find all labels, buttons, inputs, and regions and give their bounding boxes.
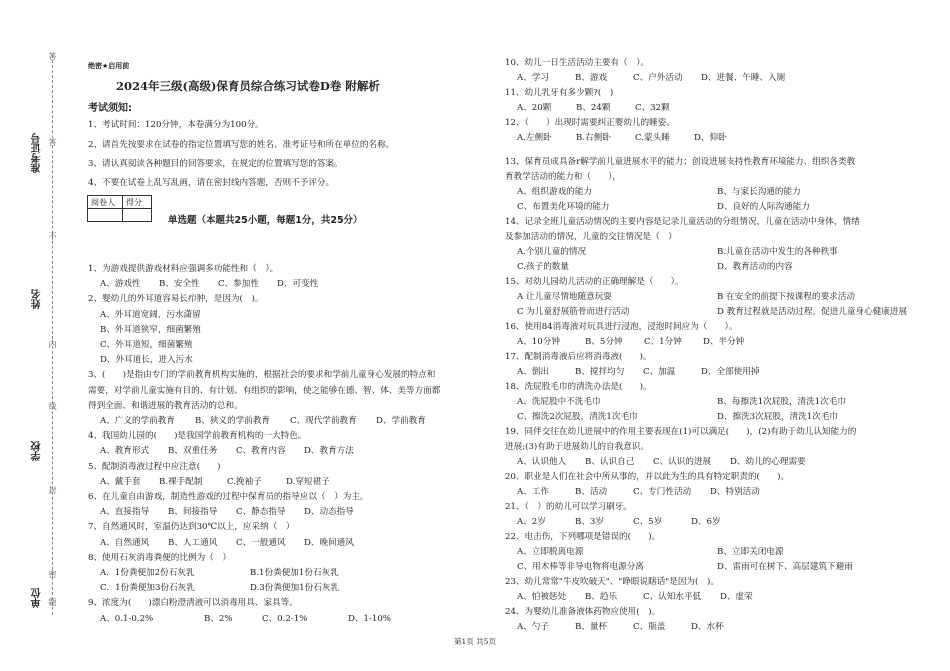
question-text: 21、（ ）的幼儿可以学习刷牙。: [505, 502, 632, 512]
answer-option[interactable]: B、24颗: [576, 103, 611, 113]
options-row: [505, 101, 925, 116]
question-text: 12、（ ）出现时需要纠正婴幼儿的睡姿。: [505, 118, 675, 128]
question-text: 22、电击伤，下列哪项是错误的( )。: [505, 532, 661, 542]
answer-option[interactable]: B、游戏: [575, 73, 608, 83]
binding-mark-xian: 线: [48, 402, 57, 410]
options-row: [88, 475, 480, 490]
right-question-column: [505, 56, 925, 635]
options-row: [88, 277, 480, 292]
question-item: [88, 596, 480, 626]
question-text: 6、在儿童自由游戏，制造性游戏的过程中保育员的指导应以（ ）为主。: [88, 492, 369, 503]
question-text: 16、使用84消毒液对玩具进行浸泡，浸泡时间应为（ ）。: [505, 322, 738, 332]
answer-option[interactable]: B、立即关闭电源: [717, 547, 784, 557]
question-item: [88, 262, 480, 292]
answer-option[interactable]: B.右侧卧: [576, 133, 611, 143]
answer-option[interactable]: D、教育活动的内容: [717, 262, 793, 272]
options-row: [88, 444, 480, 459]
score-table-score: 得分: [123, 196, 152, 209]
question-text: 18、洗屁股毛巾的清洗办法是( )。: [505, 382, 652, 392]
answer-option[interactable]: C、认知水平低: [643, 592, 702, 602]
options-row: [505, 485, 925, 500]
answer-option[interactable]: D、教育方法: [304, 446, 354, 457]
options-row: [88, 353, 480, 368]
answer-option[interactable]: B、安全性: [159, 279, 200, 290]
question-item: [505, 350, 925, 380]
answer-option[interactable]: D、动态指导: [304, 507, 354, 518]
answer-option[interactable]: D.3份粪便加1份石灰乳: [250, 583, 340, 594]
answer-option[interactable]: B、2%: [204, 613, 233, 624]
answer-option[interactable]: D、半分钟: [703, 337, 745, 347]
question-text: 7、自然通风时，室温仍达到30℃以上，应采纳（ ）: [88, 522, 295, 533]
answer-option[interactable]: C 为儿童舒展筋骨而进行活动: [517, 307, 630, 317]
question-item: [505, 575, 925, 605]
options-row: [505, 620, 925, 635]
section-title: 单选题（本题共25小题，每题1分，共25分）: [168, 215, 363, 226]
question-text: 8、使用石灰消毒粪便的比例为（ ）: [88, 552, 231, 563]
answer-option[interactable]: B、人工通风: [168, 537, 218, 548]
answer-option[interactable]: A、外耳道宽阔，污水潇留: [100, 309, 201, 320]
answer-option[interactable]: D、晚间通风: [304, 537, 354, 548]
answer-option[interactable]: D 教育过程就是活动过程，促进儿童身心健康进展: [717, 307, 908, 317]
zhunkao-label: 准考证号: [32, 133, 43, 173]
options-row: [505, 245, 925, 260]
answer-option[interactable]: B.儿童在活动中发生的各种秩事: [717, 247, 838, 257]
score-table-grader: 阅卷人: [88, 196, 123, 209]
options-row: [88, 612, 480, 627]
question-item: [88, 429, 480, 459]
answer-option[interactable]: C、现代学前教育: [290, 416, 357, 427]
binding-mark-bu: 不: [48, 232, 57, 240]
options-row: [505, 545, 925, 560]
question-item: [505, 215, 925, 275]
answer-option[interactable]: D、水杯: [691, 622, 724, 632]
options-row: [88, 414, 480, 429]
instruction-item: 2、请首先按要求在试卷的指定位置填写您的姓名、准考证号和所在单位的名称。: [88, 140, 395, 150]
answer-option[interactable]: B、双重任务: [168, 446, 218, 457]
answer-option[interactable]: C、0.2-1%: [262, 613, 308, 624]
answer-option[interactable]: C.孩子的数量: [517, 262, 569, 272]
answer-option[interactable]: C、静态指导: [236, 507, 286, 518]
answer-option[interactable]: A.个别儿童的情况: [517, 247, 587, 257]
question-text: 得到全面、和谐进展的教育活动的总和。: [88, 400, 243, 411]
question-item: [505, 425, 925, 470]
question-text: 23、幼儿常常"牛皮吹破天"、"睁眼说瞎话"是因为( )。: [505, 577, 719, 587]
binding-mark-feng: 封: [48, 486, 57, 494]
answer-option[interactable]: C、户外活动: [633, 73, 683, 83]
answer-option[interactable]: D、全部使用掉: [701, 367, 760, 377]
question-text: 11、幼儿乳牙有多少颗?( ): [505, 88, 614, 98]
answer-option[interactable]: A、广义的学前教育: [100, 416, 175, 427]
question-item: [88, 460, 480, 490]
answer-option[interactable]: A、洗屁股中不洗毛巾: [517, 397, 601, 407]
instruction-item: 3、请认真阅读各种题目的回答要求，在规定的位置填写您的答案。: [88, 159, 343, 169]
options-row: [505, 395, 925, 410]
answer-option[interactable]: B、趋乐: [585, 592, 618, 602]
answer-option[interactable]: D、擦洗3次屁股，清洗1次毛巾: [717, 412, 838, 422]
answer-option[interactable]: D、可变性: [277, 279, 319, 290]
answer-option[interactable]: A、组织游戏的能力: [517, 187, 592, 197]
binding-mark-nei: 内: [48, 340, 57, 348]
danwei-label: 单位: [32, 588, 43, 608]
answer-option[interactable]: D、幼儿的心理需要: [730, 457, 806, 467]
question-item: [505, 155, 925, 215]
question-item: [88, 292, 480, 368]
binding-mark-da2: 答: [48, 138, 57, 146]
question-text: 9、浓度为( )漂白粉澄清液可以消毒用具、家具等。: [88, 598, 298, 609]
page-footer: 第1页 共5页: [454, 637, 496, 646]
answer-option[interactable]: C、参加性: [218, 279, 259, 290]
options-row: [505, 515, 925, 530]
question-item: [505, 116, 925, 146]
options-row: [505, 560, 925, 575]
answer-option[interactable]: D、1-10%: [348, 613, 391, 624]
answer-option[interactable]: C、1分钟: [644, 337, 682, 347]
options-row: [505, 71, 925, 86]
answer-option[interactable]: B、认识自己: [585, 457, 635, 467]
answer-option[interactable]: B、狭义的学前教育: [195, 416, 271, 427]
question-item: [88, 551, 480, 597]
question-item: [88, 520, 480, 550]
answer-option[interactable]: A、教育形式: [100, 446, 150, 457]
answer-option[interactable]: D、雷雨可在树下、高层建筑下避雨: [717, 562, 853, 572]
question-text: 需要，对学前儿童实施有目的、有计划、有组织的影响，使之能够在德、智、体、美等方面都: [88, 385, 441, 396]
answer-option[interactable]: B、间接指导: [168, 507, 218, 518]
answer-option[interactable]: A、10分钟: [517, 337, 560, 347]
options-row: [505, 185, 925, 200]
answer-option[interactable]: A 让儿童尽情地随意玩耍: [517, 292, 612, 302]
options-row: [88, 323, 480, 338]
instructions-heading: 考试须知:: [88, 103, 132, 114]
question-text: 4、我国幼儿园的( )是我国学前教育机构的一大特色。: [88, 431, 307, 442]
answer-option[interactable]: C、教育内容: [236, 446, 286, 457]
question-text: 及参加活动的情况，儿童的交往情况是（ ）: [505, 232, 677, 242]
answer-option[interactable]: B.1份粪便加1份石灰乳: [250, 568, 339, 579]
answer-option[interactable]: D、良好的人际沟通能力: [717, 202, 810, 212]
answer-option[interactable]: A、学习: [517, 73, 549, 83]
page-title: 2024年三级(高级)保育员综合练习试卷D卷 附解析: [116, 79, 380, 93]
xuexiao-label: 学校: [32, 441, 43, 461]
question-text: 育教学活动的能力和（ ），: [505, 172, 622, 182]
question-item: [505, 470, 925, 500]
question-item: [505, 500, 925, 530]
answer-option[interactable]: B、外耳道狭窄，细菌繁殖: [100, 324, 201, 335]
answer-option[interactable]: B、每擦洗1次屁股，清洗1次毛巾: [717, 397, 846, 407]
question-text: 5、配制消毒液过程中应注意( ): [88, 461, 221, 472]
question-item: [505, 275, 925, 320]
answer-option[interactable]: A、戴手套: [100, 476, 141, 487]
answer-option[interactable]: D、虚荣: [720, 592, 753, 602]
question-text: 3、( )是指由专门的学前教育机构实施的，根据社会的要求和学前儿童身心发展的特点和: [88, 370, 436, 381]
question-item: [505, 530, 925, 575]
instruction-item: 4、不要在试卷上乱写乱画，请在密封线内答题，否则不予评分。: [88, 178, 335, 188]
binding-mark-da: 答: [48, 52, 57, 60]
question-item: [505, 380, 925, 425]
answer-option[interactable]: B、与家长沟通的能力: [717, 187, 801, 197]
answer-option[interactable]: C.蒙头睡: [635, 133, 670, 143]
secret-label: 绝密★启用前: [88, 62, 130, 70]
answer-option[interactable]: C.挽袖子: [227, 476, 262, 487]
options-row: [505, 455, 925, 470]
options-row: [505, 200, 925, 215]
score-table-cell[interactable]: [88, 209, 123, 222]
question-text: 14、记录全班儿童活动情况的主要内容是记录儿童活动的分组情况，儿童在活动中身体，情绪: [505, 217, 860, 227]
question-item: [88, 368, 480, 429]
instruction-item: 1、考试时间：120分钟，本卷满分为100分。: [88, 120, 264, 130]
answer-option[interactable]: B.裸手配制: [159, 476, 203, 487]
options-row: [505, 410, 925, 425]
xingming-label: 姓名: [32, 289, 43, 309]
options-row: [505, 260, 925, 275]
answer-option[interactable]: A、倒出: [517, 367, 549, 377]
answer-option[interactable]: A、20颗: [517, 103, 552, 113]
question-item: [88, 490, 480, 520]
answer-option[interactable]: A、工作: [517, 487, 549, 497]
answer-option[interactable]: B、3岁: [575, 517, 604, 527]
options-row: [505, 590, 925, 605]
answer-option[interactable]: C、用木棒等非导电物将电源分离: [517, 562, 644, 572]
answer-option[interactable]: A、认识他人: [517, 457, 567, 467]
question-item: [505, 320, 925, 350]
answer-option[interactable]: A、2岁: [517, 517, 546, 527]
answer-option[interactable]: A、直接指导: [100, 507, 150, 518]
answer-option[interactable]: C、一般通风: [236, 537, 286, 548]
answer-option[interactable]: C、外耳道短，细菌繁殖: [100, 340, 193, 351]
answer-option[interactable]: D、进餐、午睡、入厕: [701, 73, 786, 83]
question-text: 13、保育员成具备r解学前儿童进展水平的能力；创设进展支持性教育环境能力、组织各类教: [505, 157, 856, 167]
question-item: [505, 605, 925, 635]
answer-option[interactable]: C、加温: [643, 367, 676, 377]
answer-option[interactable]: C、布置美化环境的能力: [517, 202, 610, 212]
options-row: [88, 581, 480, 596]
options-row: [505, 305, 925, 320]
answer-option[interactable]: A．1份粪便加2份石灰乳: [100, 568, 195, 579]
options-row: [505, 290, 925, 305]
answer-option[interactable]: C、擦洗2次屁股，清洗1次毛巾: [517, 412, 638, 422]
answer-option[interactable]: C、瓶盖: [633, 622, 666, 632]
left-question-column: [88, 262, 480, 627]
answer-option[interactable]: C、5岁: [633, 517, 663, 527]
question-item: [505, 86, 925, 116]
options-row: [88, 505, 480, 520]
score-table: [87, 195, 152, 222]
answer-option[interactable]: C、专门性活动: [633, 487, 692, 497]
answer-option[interactable]: B、量杯: [575, 622, 608, 632]
options-row: [88, 308, 480, 323]
binding-mark-ti: 题: [48, 598, 57, 606]
answer-option[interactable]: D、学前教育: [376, 416, 426, 427]
options-row: [88, 338, 480, 353]
options-row: [88, 566, 480, 581]
answer-option[interactable]: A.左侧卧: [517, 133, 552, 143]
answer-option[interactable]: C．1份粪便加3份石灰乳: [100, 583, 195, 594]
answer-option[interactable]: A、自然通风: [100, 537, 150, 548]
question-text: 1、为游戏提供游戏材料应强调多功能性和（ ）。: [88, 264, 279, 274]
answer-option[interactable]: B、5分钟: [585, 337, 623, 347]
question-text: 进展;(3)有助于进展幼儿的自我意识。: [505, 442, 649, 452]
question-text: 10、幼儿一日生活活动主要有（ ）。: [505, 58, 650, 68]
answer-option[interactable]: D、6岁: [691, 517, 721, 527]
options-row: [505, 335, 925, 350]
answer-option[interactable]: D、外耳道长，进入污水: [100, 355, 193, 366]
answer-option[interactable]: B、活动: [575, 487, 608, 497]
score-table-cell[interactable]: [123, 209, 152, 222]
question-text: 24、为婴幼儿准备液体药物应使用( )。: [505, 607, 661, 617]
answer-option[interactable]: A、0.1-0.2%: [100, 613, 154, 624]
answer-option[interactable]: A、立即脱离电源: [517, 547, 584, 557]
options-row: [505, 131, 925, 146]
question-text: 20、职业是人们在社会中所从事的，并以此为生的具有特定职责的( )。: [505, 472, 790, 482]
answer-option[interactable]: D、仰卧: [694, 133, 727, 143]
answer-option[interactable]: D.穿短裙子: [286, 476, 330, 487]
question-item: [505, 56, 925, 86]
answer-option[interactable]: C、认识的进展: [653, 457, 712, 467]
answer-option[interactable]: A、游戏性: [100, 279, 141, 290]
answer-option[interactable]: A、勺子: [517, 622, 549, 632]
question-text: 17、配制消毒液后应将消毒液( )。: [505, 352, 652, 362]
options-row: [505, 365, 925, 380]
binding-mark-mi: 密: [48, 570, 57, 578]
answer-option[interactable]: A、怕被惩处: [517, 592, 567, 602]
question-text: 2、婴幼儿的外耳道容易长疖肿，是因为( )。: [88, 294, 264, 305]
answer-option[interactable]: D、特别活动: [710, 487, 760, 497]
answer-option[interactable]: B 在安全的前提下按课程的要求活动: [717, 292, 855, 302]
question-text: 15、对幼儿园幼儿活动的正确理解是（ ）。: [505, 277, 684, 287]
options-row: [88, 536, 480, 551]
answer-option[interactable]: B、搅拌均匀: [575, 367, 625, 377]
answer-option[interactable]: C、32颗: [635, 103, 670, 113]
question-text: 19、同伴交往在幼儿进展中的作用主要表现在(1)可以满足( )，(2)有助于幼儿认知能力的: [505, 427, 857, 437]
